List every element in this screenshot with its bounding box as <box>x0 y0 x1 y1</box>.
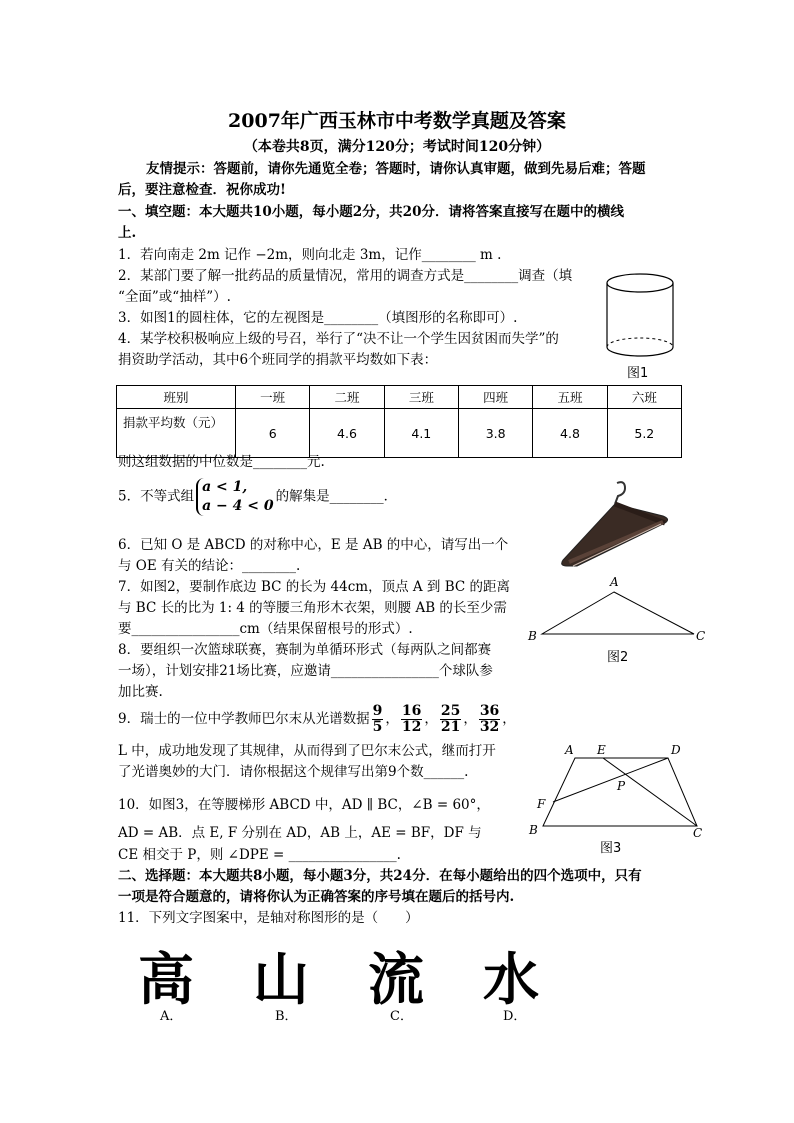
question-5-prefix: 5．不等式组 <box>118 488 195 505</box>
question-9-prefix: 9．瑞士的一位中学教师巴尔末从光谱数据 <box>118 711 370 727</box>
question-3: 3．如图1的圆柱体，它的左视图是________（填图形的名称即可）. <box>118 310 518 326</box>
inequality-2: a − 4 < 0 <box>202 498 274 514</box>
point-P-label: P <box>617 779 626 793</box>
fraction: $\frac{25}{21}$ <box>440 703 461 735</box>
inequality-system <box>196 478 274 516</box>
character-options <box>138 936 598 1016</box>
question-2-cont: “全面”或“抽样”）. <box>118 289 231 305</box>
table-header-row <box>117 386 682 409</box>
point-E-label: E <box>597 743 606 757</box>
question-8: 8．要组织一次篮球联赛，赛制为单循环形式（每两队之间都赛 <box>118 642 492 658</box>
donation-table <box>116 385 682 458</box>
triangle-figure <box>522 572 712 642</box>
tip-line-1: 友情提示：答题前，请你先通览全卷；答题时，请你认真审题，做到先易后难；答题 <box>146 161 646 177</box>
figure-1-label: 图1 <box>627 366 649 381</box>
character-option-d: 水 <box>483 948 539 1013</box>
question-8-cont: 一场），计划安排21场比赛，应邀请________________个球队参 <box>118 663 493 679</box>
option-a-label: A． <box>160 1009 183 1024</box>
section2-heading: 二、选择题：本大题共8小题，每小题3分，共24分．在每小题给出的四个选项中，只有 <box>118 868 642 884</box>
table-cell: 6 <box>236 409 310 458</box>
table-cell: 4.8 <box>533 409 607 458</box>
table-header-cell: 五班 <box>533 386 607 409</box>
tip-line-2: 后，要注意检查．祝你成功! <box>118 182 286 198</box>
table-cell: 4.1 <box>384 409 458 458</box>
page-subtitle: （本卷共8页，满分120分；考试时间120分钟） <box>243 139 551 155</box>
character-option-a: 高 <box>138 948 194 1013</box>
table-cell: 3.8 <box>458 409 532 458</box>
point-A-label: A <box>610 575 619 589</box>
question-10-cont: AD = AB．点 E, F 分别在 AD，AB 上，AE = BF，DF 与 <box>118 825 482 841</box>
question-5-suffix: 的解集是________． <box>275 488 398 505</box>
page-title: 2007年广西玉林市中考数学真题及答案 <box>228 110 566 132</box>
fraction: $\frac{16}{12}$ <box>401 703 422 735</box>
table-row-label: 捐款平均数（元） <box>117 409 236 458</box>
point-A-label: A <box>565 743 574 757</box>
question-6: 6．已知 O 是 ABCD 的对称中心，E 是 AB 的中心，请写出一个 <box>118 537 509 553</box>
question-7-cont2: 要________________cm（结果保留根号的形式）. <box>118 621 413 637</box>
table-row <box>117 409 682 458</box>
option-d-label: D． <box>503 1009 527 1024</box>
question-6-cont: 与 OE 有关的结论：________. <box>118 558 301 574</box>
table-header-cell: 三班 <box>384 386 458 409</box>
question-8-cont2: 加比赛. <box>118 684 163 700</box>
option-c-label: C． <box>390 1009 413 1024</box>
character-option-c: 流 <box>368 948 424 1013</box>
point-F-label: F <box>537 797 546 811</box>
table-header-cell: 二班 <box>310 386 384 409</box>
point-B-label: B <box>529 823 538 837</box>
fraction: $\frac{9}{5}$ <box>372 703 383 735</box>
question-9-cont: L 中，成功地发现了其规律，从而得到了巴尔末公式，继而打开 <box>118 743 496 759</box>
fraction: $\frac{36}{32}$ <box>479 703 500 735</box>
question-4: 4．某学校积极响应上级的号召，举行了“决不让一个学生因贫困而失学”的 <box>118 331 559 347</box>
question-1: 1．若向南走 2m 记作 −2m，则向北走 3m，记作________ m . <box>118 247 502 263</box>
table-header-cell: 六班 <box>607 386 681 409</box>
question-4-answer: 则这组数据的中位数是________元. <box>118 454 325 470</box>
figure-2-label: 图2 <box>607 650 629 665</box>
section1-heading: 一、填空题：本大题共10小题，每小题2分，共20分．请将答案直接写在题中的横线 <box>118 204 624 220</box>
question-11: 11．下列文字图案中，是轴对称图形的是（ ） <box>118 910 419 926</box>
question-10-cont2: CE 相交于 P，则 ∠DPE = ________________. <box>118 847 401 863</box>
section2-heading-cont: 一项是符合题意的，请将你认为正确答案的序号填在题后的括号内. <box>118 889 515 905</box>
table-header-cell: 班别 <box>117 386 236 409</box>
point-D-label: D <box>671 743 681 757</box>
point-C-label: C <box>696 629 706 642</box>
table-cell: 5.2 <box>607 409 681 458</box>
question-9-cont2: 了光谱奥妙的大门．请你根据这个规律写出第9个数______. <box>118 764 469 780</box>
question-10: 10．如图3，在等腰梯形 ABCD 中，AD ∥ BC，∠B = 60°， <box>118 797 490 813</box>
question-7-cont: 与 BC 长的比为 1: 4 的等腰三角形木衣架，则腰 AB 的长至少需 <box>118 600 507 616</box>
question-4-cont: 捐资助学活动，其中6个班同学的捐款平均数如下表： <box>118 352 438 368</box>
figure-3-label: 图3 <box>600 841 622 856</box>
question-7: 7．如图2，要制作底边 BC 的长为 44cm，顶点 A 到 BC 的距离 <box>118 579 511 595</box>
table-header-cell: 一班 <box>236 386 310 409</box>
table-cell: 4.6 <box>310 409 384 458</box>
question-9: 9．瑞士的一位中学教师巴尔末从光谱数据 $\frac{9}{5}$ ， $\frac{16}{12}$ ， $\frac{25}{21}$ ， $\frac{36}{32}$ ， <box>118 703 516 735</box>
table-header-cell: 四班 <box>458 386 532 409</box>
point-C-label: C <box>693 826 703 837</box>
point-B-label: B <box>528 629 537 642</box>
question-2: 2．某部门要了解一批药品的质量情况，常用的调查方式是________调查（填 <box>118 268 573 284</box>
cylinder-figure <box>600 270 680 360</box>
section1-heading-cont: 上. <box>118 225 137 241</box>
character-option-b: 山 <box>253 948 309 1013</box>
inequality-1: a < 1, <box>202 479 248 495</box>
option-b-label: B． <box>275 1009 298 1024</box>
